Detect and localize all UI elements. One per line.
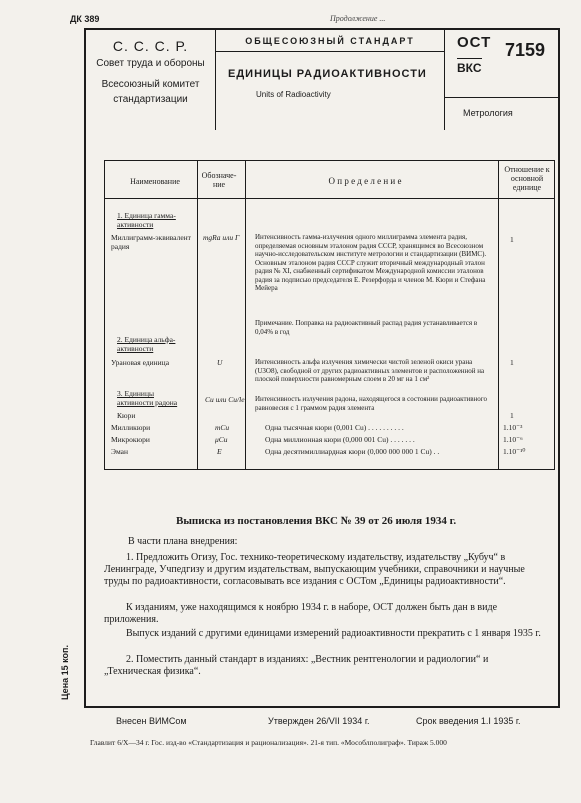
- committee-label-2: стандартизации: [113, 94, 188, 105]
- section-title-radon: 3. Единицы активности радона: [117, 389, 178, 407]
- standard-type: ОБЩЕСОЮЗНЫЙ СТАНДАРТ: [216, 30, 444, 52]
- section-title-gamma: 1. Единица гамма-активности: [117, 211, 176, 229]
- country-label: С. С. С. Р.: [112, 38, 189, 54]
- header-definition: О п р е д е л е н и е: [328, 176, 402, 186]
- footer-row: [86, 706, 558, 734]
- unit-ratio-microcurie: 1.10⁻⁶: [503, 435, 523, 444]
- approved-date: Утвержден 26/VII 1934 г.: [268, 716, 370, 726]
- unit-ratio-eman: 1.10⁻¹⁰: [503, 447, 526, 456]
- unit-def-microcurie: Одна миллионная кюри (0,000 001 Cu) . . . . . . .: [265, 435, 415, 444]
- header-symbol: Обозначе-ние: [201, 171, 237, 189]
- vks-label: ВКС: [457, 58, 482, 75]
- unit-symbol-eman: E: [217, 447, 222, 456]
- unit-name-eman: Эман: [111, 447, 128, 456]
- extract-intro: В части плана внедрения:: [128, 536, 238, 547]
- unit-name-microcurie: Микрокюри: [111, 435, 150, 444]
- unit-def-curie: Интенсивность излучения радона, находящегося в состоянии радиоактивного равновесия с 1 граммом радия элемента: [255, 395, 487, 412]
- ost-label: ОСТ: [457, 34, 492, 51]
- unit-name-millicurie: Милликюри: [111, 423, 151, 432]
- unit-ratio-millicurie: 1.10⁻³: [503, 423, 523, 432]
- unit-name-uranium: Урановая единица: [111, 358, 170, 367]
- standard-number-block: [444, 30, 558, 130]
- unit-def-uranium: Интенсивность альфа излучения химически чистой зеленой окиси урана (U3O8), свободной от других радиоактивных элементов и расположенной на плоской поверхности равномерным слоем в 20 мг на 1 см²: [255, 358, 485, 383]
- committee-label-1: Всесоюзный комитет: [101, 79, 200, 90]
- unit-ratio-curie: 1: [510, 411, 514, 420]
- extract-p4: 2. Поместить данный стандарт в изданиях: „Вестник рентгенологии и радиологии“ и „Техническая физика“.: [104, 654, 489, 677]
- effective-date: Срок введения 1.I 1935 г.: [416, 716, 521, 726]
- unit-ratio-uranium: 1: [510, 358, 514, 367]
- unit-name-mgra: Миллиграмм-эквивалент радия: [111, 233, 191, 251]
- section-title-alpha: 2. Единица альфа-активности: [117, 335, 176, 353]
- header-ratio: Отношение к основной единице: [504, 165, 550, 192]
- standard-title-en: Units of Radioactivity: [256, 90, 331, 99]
- council-label: Совет труда и обороны: [96, 58, 205, 69]
- title-block: [216, 52, 444, 130]
- standard-title: ЕДИНИЦЫ РАДИОАКТИВНОСТИ: [228, 68, 427, 80]
- table-header: [105, 161, 554, 199]
- extract-p2: К изданиям, уже находящимся к ноябрю 1934 г. в наборе, ОСТ должен быть дан в виде приложения.: [104, 602, 498, 625]
- col-divider-3: [498, 161, 499, 469]
- extract-p1: 1. Предложить Огизу, Гос. технико-теоретическому издательству, издательству „Кубуч“ в Ленинграде, Учпедгизу и другим издательствам, выпускающим учебники, справочники и научные труды по радиоактивности, согласовывать все издания с ОСТом „Единицы радиоактивности“.: [104, 552, 525, 587]
- unit-symbol-mgra: mgRa или Г: [203, 233, 240, 242]
- unit-name-curie: Кюри: [117, 411, 136, 420]
- price-label: Цена 15 коп.: [60, 645, 70, 700]
- unit-symbol-uranium: U: [217, 358, 223, 367]
- issuer-block: [86, 30, 216, 130]
- unit-symbol-microcurie: μCu: [215, 435, 228, 444]
- unit-note-mgra: Примечание. Поправка на радиоактивный распад радия устанавливается в 0,04% в год: [255, 319, 478, 336]
- header-name: Наименование: [130, 177, 180, 186]
- unit-def-mgra: Интенсивность гамма-излучения одного миллиграмма элемента радия, определяемая основным эталоном радия СССР, хранящимся во Всесоюзном научно-исследовательском институте метрологии и стандартизации (ВИМС). Основным эталоном радия СССР служит вторичный международный эталон радия № XI, снабженный сертификатом Международной комиссии эталонов радия за подписью председателя Е. Резерфорда и членов М. Кюри и Стефана Мейера: [255, 233, 487, 292]
- imprint-line: Главлит 6/X—34 г. Гос. изд-во «Стандартизация и рационализация». 21-я тип. «Мособлполиграф». Тираж 5.000: [90, 738, 447, 747]
- unit-symbol-millicurie: mCu: [215, 423, 230, 432]
- unit-def-eman: Одна десятимиллиардная кюри (0,000 000 000 1 Cu) . .: [265, 447, 440, 456]
- unit-ratio-mgra: 1: [510, 235, 514, 244]
- units-table: [104, 160, 555, 470]
- document-code: ДК 389: [70, 14, 100, 24]
- standard-number: 7159: [505, 40, 546, 60]
- extract-p3: Выпуск изданий с другими единицами измерений радиоактивности прекратить с 1 января 1935 г.: [126, 628, 541, 639]
- category-label: Метрология: [463, 108, 513, 118]
- extract-title: Выписка из постановления ВКС № 39 от 26 июля 1934 г.: [176, 515, 457, 527]
- introduced-by: Внесен ВИМСом: [116, 716, 187, 726]
- col-divider-1: [197, 161, 198, 469]
- continuation-note: Продолжение ...: [330, 14, 386, 23]
- ost-box: [445, 30, 559, 98]
- unit-def-millicurie: Одна тысячная кюри (0,001 Cu) . . . . . . . . . .: [265, 423, 404, 432]
- unit-symbol-curie: Cu или Cu/le: [205, 395, 245, 404]
- col-divider-2: [245, 161, 246, 469]
